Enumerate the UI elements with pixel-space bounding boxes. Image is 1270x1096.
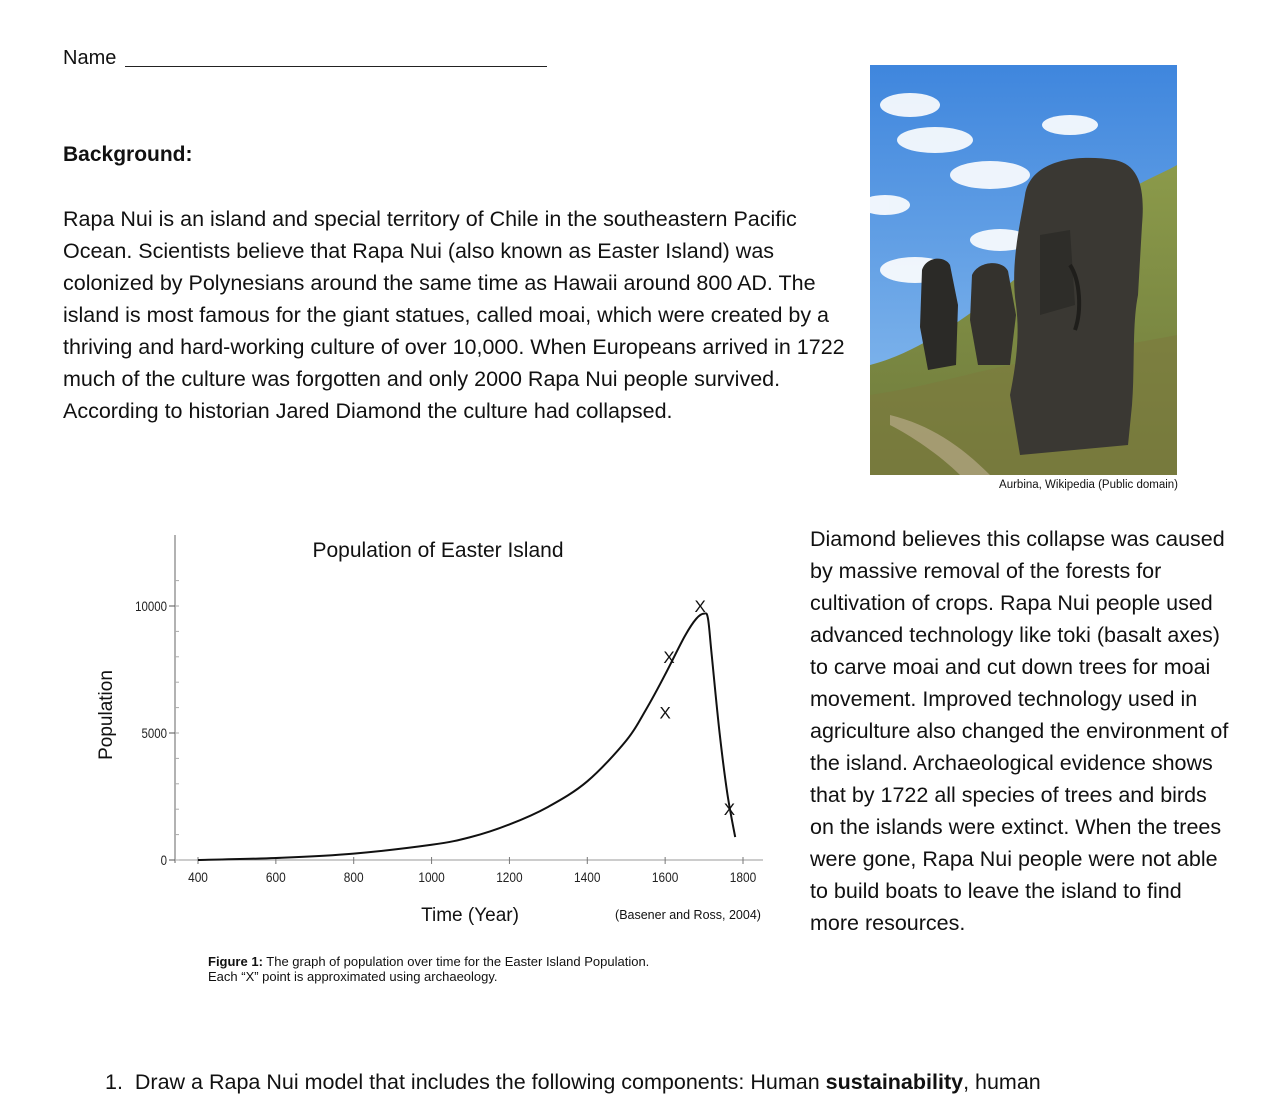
observation-marker: X bbox=[694, 597, 706, 616]
x-tick-label: 600 bbox=[265, 869, 286, 886]
y-tick-label: 0 bbox=[160, 853, 167, 869]
figure-caption-label: Figure 1: bbox=[208, 954, 263, 969]
background-heading: Background: bbox=[63, 143, 193, 166]
x-tick-label: 1000 bbox=[418, 869, 445, 886]
name-blank-line[interactable] bbox=[125, 66, 547, 67]
x-tick-label: 800 bbox=[343, 869, 364, 886]
photo-credit: Aurbina, Wikipedia (Public domain) bbox=[999, 479, 1178, 491]
chart-plot-area bbox=[135, 535, 763, 885]
observation-marker: X bbox=[723, 800, 736, 820]
moai-photo-image bbox=[870, 65, 1177, 475]
x-tick-label: 1400 bbox=[574, 869, 601, 886]
chart-x-axis-label: Time (Year) bbox=[421, 905, 519, 926]
question-bold-word: sustainability bbox=[825, 1070, 964, 1094]
figure-caption bbox=[208, 954, 668, 984]
moai-photo bbox=[870, 65, 1177, 475]
chart-source: (Basener and Ross, 2004) bbox=[615, 908, 761, 922]
x-tick-label: 1600 bbox=[651, 869, 679, 886]
x-tick-label: 400 bbox=[188, 869, 208, 886]
population-chart bbox=[80, 525, 780, 995]
background-paragraph: Rapa Nui is an island and special territory of Chile in the southeastern Pacific Ocean. Scientists believe that Rapa Nui (also known as Easter Island) was colonized by Polynesians around the same time as Hawaii around 800 AD. The island is most famous for the giant statues, called moai, which were created by a thriving and hard-working culture of over 10,000. When Europeans arrived in 1722 much of the culture was forgotten and only 2000 Rapa Nui people survived. According to historian Jared Diamond the culture had collapsed. bbox=[63, 207, 845, 423]
question-text-start: Draw a Rapa Nui model that includes the following components: Human bbox=[134, 1070, 826, 1094]
observation-marker: X bbox=[663, 647, 675, 667]
question-text-end: , human bbox=[963, 1070, 1041, 1094]
name-label: Name bbox=[63, 47, 117, 69]
chart-y-axis-label: Population bbox=[96, 670, 117, 760]
population-series-line bbox=[198, 613, 735, 860]
y-tick-label: 5000 bbox=[141, 726, 167, 742]
right-column-paragraph: Diamond believes this collapse was caused by massive removal of the forests for cultivation of crops. Rapa Nui people used advanced technology like toki (basalt axes) to carve moai and cut down trees for moai movement. Improved technology used in agriculture also changed the environment of the island. Archaeological evidence shows that by 1722 all species of trees and birds on the islands were extinct. When the trees were gone, Rapa Nui people were not able to build boats to leave the island to find more resources. bbox=[810, 527, 1229, 935]
chart-title: Population of Easter Island bbox=[312, 539, 564, 562]
observation-marker: X bbox=[659, 703, 671, 723]
x-tick-label: 1800 bbox=[729, 869, 757, 886]
question-number: 1. bbox=[105, 1070, 123, 1094]
x-tick-label: 1200 bbox=[496, 869, 523, 886]
figure-caption-text: The graph of population over time for the Easter Island Population. Each “X” point is approximated using archaeology. bbox=[208, 954, 650, 984]
y-tick-label: 10000 bbox=[135, 599, 167, 615]
